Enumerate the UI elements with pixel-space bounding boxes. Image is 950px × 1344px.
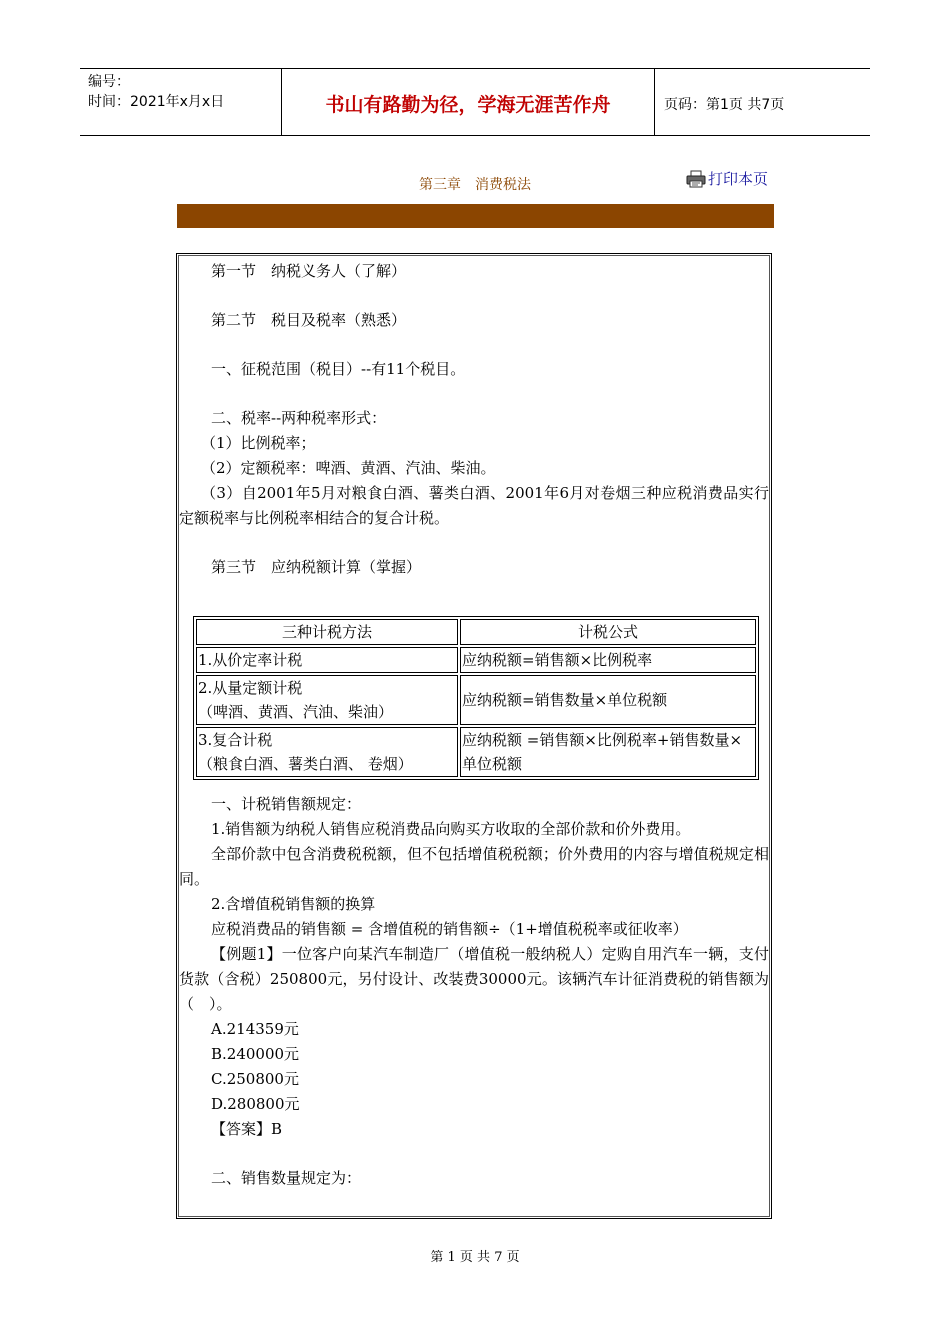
sales-heading: 一、计税销售额规定： bbox=[211, 795, 362, 813]
tax-rate-item: （1）比例税率； bbox=[201, 434, 316, 452]
header-page-label: 页码：第1页 共7页 bbox=[664, 97, 785, 113]
print-page-label[interactable]: 打印本页 bbox=[708, 170, 769, 188]
method-name: 1.从价定率计税 bbox=[198, 651, 303, 669]
sales-rule-text: 全部价款中包含消费税税额，但不包括增值税税额；价外费用的内容与增值税规定相同。 bbox=[179, 845, 769, 888]
tax-rate-heading: 二、税率--两种税率形式： bbox=[211, 409, 387, 427]
method-name: 2.从量定额计税 bbox=[198, 679, 303, 697]
table-cell-formula: 应纳税额=销售数量×单位税额 bbox=[460, 675, 756, 725]
header-motto: 书山有路勤为径，学海无涯苦作舟 bbox=[325, 94, 611, 116]
tax-rate-item: （3）自2001年5月对粮食白酒、薯类白酒、2001年6月对卷烟三种应税消费品实行定额税率与比例税率相结合的复合计税。 bbox=[179, 484, 769, 527]
table-cell-method bbox=[196, 727, 458, 777]
section-3-heading: 第三节 应纳税额计算（掌握） bbox=[211, 558, 422, 576]
header-bottom-rule bbox=[80, 135, 870, 136]
printer-icon bbox=[686, 170, 706, 188]
answer-option: B.240000元 bbox=[211, 1045, 300, 1063]
answer-option: D.280800元 bbox=[211, 1095, 300, 1113]
content-box bbox=[176, 253, 772, 1219]
doc-time-label: 时间：2021年x月x日 bbox=[88, 94, 225, 110]
table-row bbox=[196, 727, 756, 777]
header-top-rule bbox=[80, 68, 870, 69]
content-body bbox=[179, 256, 769, 1191]
table-cell-method bbox=[196, 647, 458, 673]
method-note: （啤酒、黄酒、汽油、柴油） bbox=[198, 703, 394, 721]
section-1-heading: 第一节 纳税义务人（了解） bbox=[211, 262, 407, 280]
answer-text: 【答案】B bbox=[211, 1120, 283, 1138]
table-header-cell: 三种计税方法 bbox=[196, 619, 458, 645]
table-row bbox=[196, 647, 756, 673]
header-divider bbox=[654, 68, 655, 136]
tax-rate-item: （2）定额税率：啤酒、黄酒、汽油、柴油。 bbox=[201, 459, 496, 477]
example-question: 【例题1】一位客户向某汽车制造厂（增值税一般纳税人）定购自用汽车一辆，支付货款（含税）250800元，另付设计、改装费30000元。该辆汽车计征消费税的销售额为（ ）。 bbox=[179, 945, 769, 1013]
print-page-link[interactable] bbox=[686, 168, 768, 189]
table-cell-formula: 应纳税额 =销售额×比例税率+销售数量×单位税额 bbox=[460, 727, 756, 777]
table-cell-method bbox=[196, 675, 458, 725]
table-header-row bbox=[196, 619, 756, 645]
chapter-title: 第三章 消费税法 bbox=[419, 177, 531, 193]
method-name: 3.复合计税 bbox=[198, 731, 273, 749]
sales-rule-text: 1.销售额为纳税人销售应税消费品向购买方收取的全部价款和价外费用。 bbox=[211, 820, 691, 838]
sales-conversion-formula: 应税消费品的销售额 = 含增值税的销售额÷（1+增值税税率或征收率） bbox=[211, 920, 688, 938]
table-header-cell: 计税公式 bbox=[460, 619, 756, 645]
doc-number-label: 编号： bbox=[88, 74, 130, 90]
method-note: （粮食白酒、薯类白酒、 卷烟） bbox=[198, 755, 413, 773]
table-cell-formula: 应纳税额=销售额×比例税率 bbox=[460, 647, 756, 673]
table-row bbox=[196, 675, 756, 725]
chapter-color-bar bbox=[177, 204, 774, 228]
tax-scope-text: 一、征税范围（税目）--有11个税目。 bbox=[211, 360, 466, 378]
answer-option: A.214359元 bbox=[211, 1020, 299, 1038]
header-meta bbox=[88, 72, 224, 112]
page-footer: 第 1 页 共 7 页 bbox=[430, 1250, 520, 1265]
answer-option: C.250800元 bbox=[211, 1070, 299, 1088]
section-2-heading: 第二节 税目及税率（熟悉） bbox=[211, 311, 407, 329]
sales-quantity-heading: 二、销售数量规定为： bbox=[211, 1169, 362, 1187]
tax-method-table bbox=[193, 616, 759, 780]
sales-conversion-heading: 2.含增值税销售额的换算 bbox=[211, 895, 376, 913]
